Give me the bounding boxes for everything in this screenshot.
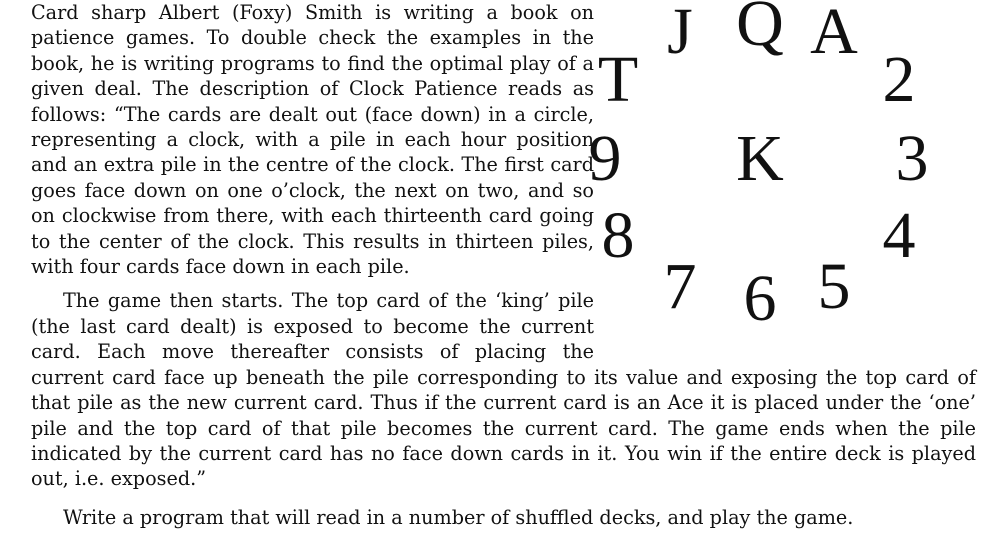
clock-label-queen: Q [736,0,784,60]
clock-label-two: 2 [882,43,916,116]
clock-label-ten: T [597,43,639,116]
paragraph-task: Write a program that will read in a number of shuffled decks, and play the game. [63,505,854,529]
clock-label-jack: J [667,0,693,68]
clock-label-three: 3 [895,122,929,195]
clock-label-four: 4 [882,199,916,272]
paragraph-rules: The game then starts. The top card of the ‘king’ pile (the last card dealt) is exposed to become the current card. Each move thereafter consists of placing the current card face up beneath the pile corresponding to its value and exposing the top card of that pile as the new current card. Thus if the current card is an Ace it is placed under the ‘one’ pile and the top card of that pile becomes the current card. The game ends when the pile indicated by the current card has no face down cards in it. You win if the entire deck is played out, i.e. exposed.” [31,289,976,491]
clock-label-eight: 8 [601,199,635,272]
clock-label-ace: A [810,0,858,68]
problem-statement [31,0,976,530]
clock-label-seven: 7 [663,250,697,323]
clock-label-six: 6 [743,262,777,335]
clock-label-five: 5 [817,250,851,323]
clock-label-king: K [736,122,784,195]
clock-label-nine: 9 [588,122,622,195]
clock-patience-diagram [588,0,976,350]
paragraph-intro: Card sharp Albert (Foxy) Smith is writing a book on patience games. To double check the examples in the book, he is writing programs to find the optimal play of a given deal. The description of Clock Patience reads as follows: “The cards are dealt out (face down) in a circle, representing a clock, with a pile in each hour position and an extra pile in the centre of the clock. The first card goes face down on one o’clock, the next on two, and so on clockwise from there, with each thirteenth card going to the center of the clock. This results in thirteen piles, with four cards face down in each pile. [31,1,594,279]
